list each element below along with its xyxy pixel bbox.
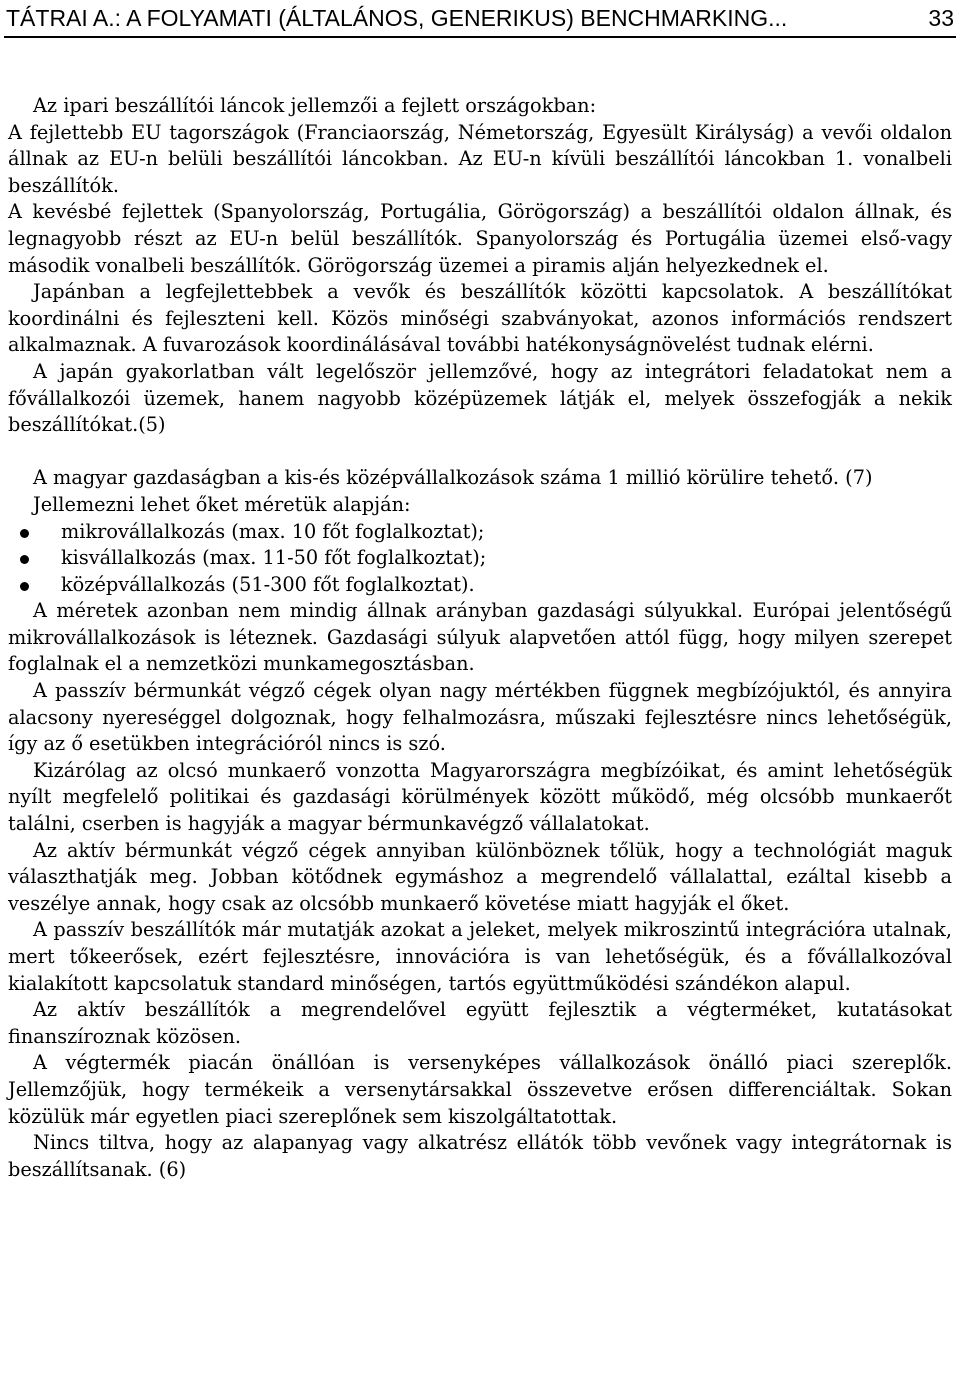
paragraph: Az aktív beszállítók a megrendelővel együtt fejlesztik a végterméket, kutatásokat finanszíroznak közösen. [8,998,952,1048]
paragraph: A méretek azonban nem mindig állnak arányban gazdasági súlyukkal. Európai jelentőségű mikrovállalkozások is léteznek. Gazdasági súlyuk alapvetően attól függ, hogy milyen szerepet foglalnak el a nemzetközi munkamegosztásban. [8,599,952,676]
paragraph: A kevésbé fejlettek (Spanyolország, Portugália, Görögország) a beszállítói oldalon állnak, és legnagyobb részt az EU-n belül beszállítók. Spanyolország és Portugália üzemei első-vagy második vonalbeli beszállítók. Görögország üzemei a piramis alján helyezkednek el. [8,200,952,277]
list-item [8,572,952,599]
paragraph: Japánban a legfejlettebbek a vevők és beszállítók közötti kapcsolatok. A beszállítókat koordinálni és fejleszteni kell. Közös minőségi szabványokat, azonos információs rendszert alkalmaznak. A fuvarozások koordinálásával további hatékonyságnövelést tudnak elérni. [8,280,952,357]
running-header [4,0,956,38]
paragraph: Nincs tiltva, hogy az alapanyag vagy alkatrész ellátók több vevőnek vagy integrátornak is beszállítsanak. (6) [8,1131,952,1181]
paragraph: A passzív bérmunkát végző cégek olyan nagy mértékben függnek megbízójuktól, és annyira alacsony nyereséggel dolgoznak, hogy felhalmozásra, műszaki fejlesztésre nincs lehetőségük, így az ő esetükben integrációról nincs is szó. [8,679,952,756]
list-item [8,545,952,572]
paragraph: Kizárólag az olcsó munkaerő vonzotta Magyarországra megbízóikat, és amint lehetőségük nyílt megfelelő politikai és gazdasági körülmények között működő, még olcsóbb munkaerőt találni, cserben is hagyják a magyar bérmunkavégző vállalatokat. [8,758,952,836]
list-item [8,519,952,546]
header-title: TÁTRAI A.: A FOLYAMATI (ÁLTALÁNOS, GENERIKUS) BENCHMARKING... [6,5,788,31]
body-text [8,93,952,1183]
bullet-icon [20,582,29,591]
paragraph: A magyar gazdaságban a kis-és középvállalkozások száma 1 millió körülire tehető. (7) [33,466,873,490]
paragraph: A japán gyakorlatban vált legelőször jellemzővé, hogy az integrátori feladatokat nem a fővállalkozói üzemek, hanem nagyobb középüzemek látják el, melyek összefogják a nekik beszállítókat.(5) [8,359,952,437]
paragraph: A fejlettebb EU tagországok (Franciaország, Németország, Egyesült Királyság) a vevői oldalon állnak az EU-n belüli beszállítói láncokban. Az EU-n kívüli beszállítói láncokban 1. vonalbeli beszállítók. [8,120,952,197]
list-item-text: középvállalkozás (51-300 főt foglalkoztat). [61,572,475,596]
list-item-text: mikrovállalkozás (max. 10 főt foglalkoztat); [61,519,485,543]
bullet-list [8,519,952,599]
bullet-icon [20,529,29,538]
list-item-text: kisvállalkozás (max. 11-50 főt foglalkoztat); [61,546,487,570]
paragraph: Az aktív bérmunkát végző cégek annyiban különböznek tőlük, hogy a technológiát maguk választhatják meg. Jobban kötődnek egymáshoz a megrendelő vállalattal, ezáltal kisebb a veszélye annak, hogy csak az olcsóbb munkaerő követése miatt hagyják el őket. [8,838,952,915]
paragraph: Az ipari beszállítói láncok jellemzői a fejlett országokban: [33,94,597,117]
paragraph: A végtermék piacán önállóan is versenyképes vállalkozások önálló piaci szereplők. Jellemzőjük, hogy termékeik a versenytársakkal összevetve erősen differenciáltak. Sokan közülük már egyetlen piaci szereplőnek sem kiszolgáltatottak. [8,1051,952,1128]
page-number: 33 [928,5,954,31]
paragraph: A passzív beszállítók már mutatják azokat a jeleket, melyek mikroszintű integrációra utalnak, mert tőkeerősek, ezért fejlesztésre, innovációra is van lehetőségük, és a fővállalkozóval kialakított kapcsolatuk standard minőségen, tartós együttműködési szándékon alapul. [8,918,952,995]
paragraph: Jellemezni lehet őket méretük alapján: [33,492,411,516]
paragraph-gap [8,439,952,466]
bullet-icon [20,555,29,564]
